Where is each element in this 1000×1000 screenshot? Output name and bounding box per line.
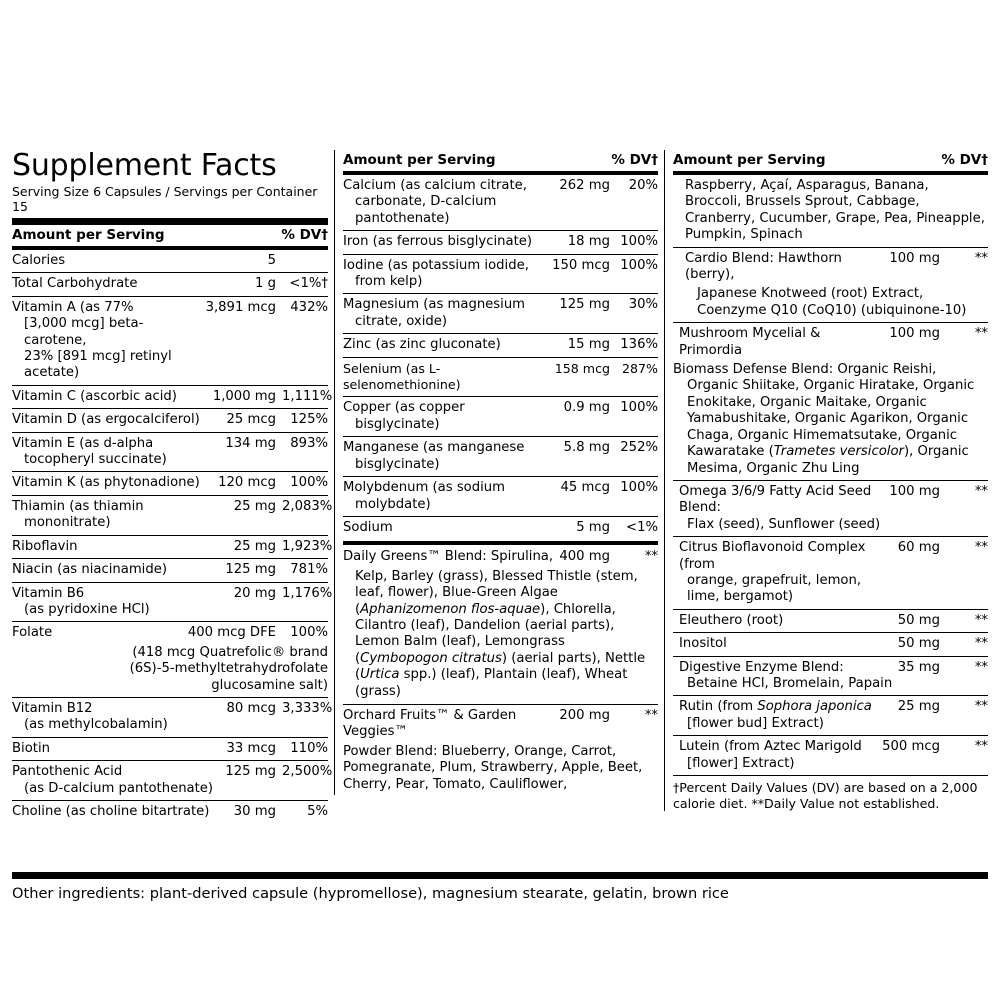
blend-row	[673, 536, 988, 609]
nutrient-name-line: Vitamin B12	[12, 700, 93, 716]
blend-dv: **	[974, 326, 988, 342]
table-row	[343, 436, 658, 476]
blend-amount: 100 mg	[889, 250, 940, 266]
nutrient-amount: 25 mg	[233, 538, 276, 554]
nutrient-amount: 134 mg	[225, 435, 276, 451]
amount-per-serving-label: Amount per Serving	[12, 227, 165, 243]
nutrient-amount: 15 mg	[567, 337, 610, 353]
nutrient-name: Sodium	[343, 519, 393, 535]
nutrient-name	[343, 258, 552, 291]
panel-columns	[12, 150, 988, 823]
blend-name	[673, 699, 898, 732]
nutrient-name: Biotin	[12, 740, 50, 756]
nutrient-name: Vitamin C (ascorbic acid)	[12, 388, 177, 404]
blend-amount: 200 mg	[559, 707, 610, 723]
nutrient-name	[343, 400, 564, 433]
column-middle	[334, 150, 664, 795]
nutrient-amount: 20 mg	[233, 585, 276, 601]
dv-label: % DV†	[611, 152, 658, 168]
nutrient-name: Eleuthero (root)	[679, 612, 784, 628]
blend-body-text: Betaine HCl, Bromelain, Papain	[687, 675, 893, 691]
blend-name-line: Lutein (from Aztec Marigold	[679, 739, 862, 755]
nutrient-name-line: Magnesium (as magnesium	[343, 297, 526, 313]
supplement-facts-panel	[12, 150, 988, 823]
column-header-left	[12, 225, 328, 246]
divider-thick	[12, 218, 328, 225]
nutrient-subline: mononitrate)	[24, 515, 111, 531]
nutrient-name	[343, 440, 564, 473]
nutrient-name	[12, 764, 225, 797]
blend-name	[673, 326, 889, 359]
nutrient-name	[12, 586, 234, 619]
blend-amount: 400 mg	[559, 549, 610, 565]
table-row	[12, 760, 333, 800]
nutrient-name-line: Folate	[12, 625, 53, 641]
nutrient-name	[343, 297, 559, 330]
blend-row	[673, 322, 988, 362]
nutrient-subline: bisglycinate)	[355, 416, 440, 432]
nutrient-dv: 136%	[620, 337, 658, 353]
table-row	[343, 175, 658, 230]
nutrient-amount: 150 mcg	[552, 257, 610, 273]
blend-dv: **	[974, 739, 988, 755]
nutrient-dv: 110%	[290, 740, 328, 756]
table-row	[343, 396, 658, 436]
nutrient-amount: 80 mcg	[226, 700, 276, 716]
blend-body	[343, 744, 658, 795]
blend-amount: 60 mg	[897, 540, 940, 556]
nutrient-dv: 100%	[620, 400, 658, 416]
table-row	[12, 296, 328, 385]
nutrient-name-line: Iodine (as potassium iodide,	[343, 257, 529, 273]
table-row	[12, 558, 328, 581]
blend-dv: **	[644, 707, 658, 723]
table-row	[12, 582, 333, 622]
table-row	[12, 535, 333, 558]
nutrient-dv: 2,083%	[282, 498, 333, 514]
nutrient-name	[12, 625, 188, 641]
nutrient-name	[12, 436, 225, 469]
nutrient-amount: 25 mg	[233, 498, 276, 514]
table-row	[12, 737, 328, 760]
nutrient-dv: 1,176%	[282, 585, 333, 601]
nutrient-name	[12, 499, 234, 532]
blend-amount: 25 mg	[897, 699, 940, 715]
nutrient-dv: 432%	[290, 299, 328, 315]
nutrient-amount: 50 mg	[897, 612, 940, 628]
nutrient-amount: 33 mcg	[226, 740, 276, 756]
table-row	[12, 800, 328, 823]
nutrient-amount: 45 mcg	[560, 480, 610, 496]
blend-body: Kelp, Barley (grass), Blessed Thistle (stem, leaf, flower), Blue-Green Algae (Aphanizomenon flos-aquae), Chlorella, Cilantro (leaf), Dandelion (aerial parts), Lemon Balm (leaf), Lemongrass (Cymbopogon citratus) (aerial parts), Nettle (Urtica spp.) (leaf), Plantain (leaf), Wheat (grass)	[355, 568, 646, 699]
blend-amount: 100 mg	[889, 483, 940, 499]
nutrient-name-line: Vitamin B6	[12, 585, 85, 601]
blend-body	[673, 286, 988, 322]
nutrient-amount: 18 mg	[567, 234, 610, 250]
nutrient-dv: 100%	[620, 257, 658, 273]
column-right	[664, 150, 988, 811]
blend-name-line: Digestive Enzyme Blend:	[679, 659, 844, 675]
nutrient-amount: 0.9 mg	[563, 400, 610, 416]
nutrient-subline: (as methylcobalamin)	[24, 717, 168, 733]
nutrient-dv: 100%	[290, 625, 328, 641]
blend-body-text: [flower bud] Extract)	[687, 715, 824, 731]
nutrient-dv: <1%	[626, 519, 658, 535]
nutrient-subline: from kelp)	[355, 274, 423, 290]
table-row	[343, 230, 658, 253]
nutrient-name-line: Copper (as copper	[343, 400, 465, 416]
nutrient-name	[12, 300, 206, 382]
blend-name	[673, 251, 889, 284]
table-row	[12, 408, 328, 431]
blend-body-text: Powder Blend: Blueberry, Orange, Carrot, Pomegranate, Plum, Strawberry, Apple, Beet, Cherry, Pear, Tomato, Cauliflower,	[343, 743, 643, 792]
nutrient-dv: 252%	[620, 440, 658, 456]
column-left	[12, 150, 334, 823]
nutrient-amount: 50 mg	[897, 636, 940, 652]
blend-dv: **	[974, 540, 988, 556]
nutrient-name-line: Pantothenic Acid	[12, 764, 123, 780]
nutrient-dv: 20%	[628, 178, 658, 193]
blend-row	[673, 695, 988, 735]
nutrient-name: Calories	[12, 253, 66, 268]
nutrient-name: Selenium (as L-selenomethionine)	[343, 360, 461, 393]
nutrient-dv: 5%	[307, 803, 328, 819]
blend-dv: **	[974, 483, 988, 499]
blend-row	[673, 247, 988, 287]
nutrient-name	[343, 178, 559, 227]
folate-detail-line: glucosamine salt)	[211, 677, 328, 693]
nutrient-subline: bisglycinate)	[355, 456, 440, 472]
blend-continuation	[673, 175, 988, 247]
nutrient-name-line: Vitamin E (as d-alpha	[12, 435, 154, 451]
nutrient-subline: 23% [891 mcg] retinyl acetate)	[24, 349, 172, 381]
nutrient-amount: 125 mg	[225, 562, 276, 578]
nutrient-name	[12, 701, 227, 734]
blend-row	[673, 735, 988, 775]
table-row	[673, 609, 988, 632]
nutrient-name-line: Calcium (as calcium citrate,	[343, 178, 527, 193]
nutrient-dv: 287%	[621, 360, 658, 376]
nutrient-amount: 400 mcg DFE	[187, 625, 276, 641]
blend-name	[673, 484, 889, 533]
folate-detail	[12, 645, 328, 697]
table-row	[12, 471, 328, 494]
nutrient-dv: 781%	[290, 562, 328, 578]
table-row	[12, 272, 328, 295]
nutrient-dv: <1%†	[289, 276, 328, 292]
nutrient-dv: 100%	[290, 475, 328, 491]
table-row	[343, 254, 658, 294]
blend-amount: 500 mcg	[882, 739, 940, 755]
blend-name-line: Omega 3/6/9 Fatty Acid Seed Blend:	[679, 483, 872, 516]
nutrient-name-line: Molybdenum (as sodium	[343, 480, 505, 496]
nutrient-name: Riboflavin	[12, 538, 78, 554]
folate-detail-line: (6S)-5-methyltetrahydrofolate	[129, 661, 328, 677]
nutrient-name-line: Vitamin A (as 77%	[12, 299, 134, 315]
blend-name-line: Cardio Blend: Hawthorn (berry),	[685, 250, 842, 283]
nutrient-amount: 125 mg	[225, 764, 276, 780]
nutrient-dv: 1,923%	[282, 538, 333, 554]
serving-size: Serving Size 6 Capsules / Servings per Container 15	[12, 184, 318, 214]
nutrient-name: Vitamin K (as phytonadione)	[12, 475, 200, 491]
blend-row	[343, 704, 658, 744]
nutrient-dv: 100%	[620, 480, 658, 496]
nutrient-name	[343, 480, 561, 513]
blend-dv: **	[974, 250, 988, 266]
column-header-middle	[343, 150, 658, 171]
nutrient-subline: (as D-calcium pantothenate)	[24, 780, 214, 796]
nutrient-subline: carbonate, D-calcium	[355, 194, 497, 210]
nutrient-amount: 262 mg	[559, 178, 610, 193]
blend-name	[673, 739, 882, 772]
blend-row	[343, 545, 658, 568]
blend-name	[673, 660, 898, 693]
blend-amount: 100 mg	[889, 326, 940, 342]
table-row	[343, 476, 658, 516]
blend-name: Orchard Fruits™ & Garden Veggies™	[343, 707, 517, 740]
nutrient-amount: 30 mg	[233, 803, 276, 819]
table-row	[12, 495, 333, 535]
table-row	[343, 357, 658, 397]
blend-dv: **	[974, 699, 988, 715]
nutrient-name: Iron (as ferrous bisglycinate)	[343, 234, 533, 250]
nutrient-name: Zinc (as zinc gluconate)	[343, 337, 501, 353]
blend-row	[673, 480, 988, 536]
blend-body-text: orange, grapefruit, lemon, lime, bergamot)	[687, 572, 862, 605]
blend-body: Biomass Defense Blend: Organic Reishi, Organic Shiitake, Organic Hiratake, Organic Enokitake, Organic Maitake, Organic Yamabushitake, Organic Agarikon, Organic Chaga, Organic Himematsutake, Organic Kawaratake (Trametes versicolor), Organic Mesima, Organic Zhu Ling	[673, 362, 975, 476]
nutrient-amount: 158 mcg	[554, 360, 610, 376]
nutrient-amount: 1 g	[255, 276, 276, 292]
folate-detail-line: (418 mcg Quatrefolic® brand	[132, 644, 328, 660]
table-row	[673, 632, 988, 655]
nutrient-dv: **	[974, 636, 988, 652]
table-row	[343, 333, 658, 356]
table-row	[343, 293, 658, 333]
nutrient-dv: 1,111%	[282, 388, 333, 404]
nutrient-name: Niacin (as niacinamide)	[12, 562, 167, 578]
nutrient-amount: 5.8 mg	[563, 440, 610, 456]
table-row	[12, 697, 333, 737]
dv-label: % DV†	[941, 152, 988, 168]
nutrient-dv: 893%	[290, 435, 328, 451]
blend-amount: 35 mg	[897, 659, 940, 675]
nutrient-amount: 125 mg	[559, 297, 610, 313]
nutrient-amount: 25 mcg	[226, 412, 276, 428]
amount-per-serving-label: Amount per Serving	[673, 152, 826, 168]
dv-label: % DV†	[281, 227, 328, 243]
table-row	[12, 621, 328, 644]
nutrient-subline: [3,000 mcg] beta-carotene,	[24, 316, 144, 348]
blend-body-text: Flax (seed), Sunflower (seed)	[687, 516, 881, 532]
nutrient-amount: 1,000 mg	[212, 388, 276, 404]
blend-row	[673, 656, 988, 696]
other-ingredients: Other ingredients: plant-derived capsule (hypromellose), magnesium stearate, gelatin, brown rice	[12, 872, 988, 903]
nutrient-subline: molybdate)	[355, 496, 431, 512]
nutrient-amount: 5	[267, 253, 276, 268]
blend-body-text: Japanese Knotweed (root) Extract, Coenzyme Q10 (CoQ10) (ubiquinone-10)	[697, 286, 967, 318]
nutrient-dv: **	[974, 612, 988, 628]
nutrient-subline: (as pyridoxine HCl)	[24, 601, 150, 617]
nutrient-amount: 3,891 mcg	[205, 299, 276, 315]
nutrient-name-line: Thiamin (as thiamin	[12, 498, 144, 514]
table-row	[343, 516, 658, 539]
nutrient-name-line: Manganese (as manganese	[343, 440, 525, 456]
column-header-right	[673, 150, 988, 171]
nutrient-subline: citrate, oxide)	[355, 313, 448, 329]
nutrient-dv: 30%	[628, 297, 658, 313]
blend-dv: **	[974, 659, 988, 675]
blend-name: Daily Greens™ Blend: Spirulina,	[343, 549, 554, 565]
nutrient-subline: pantothenate)	[355, 210, 450, 226]
nutrient-name: Total Carbohydrate	[12, 276, 138, 292]
nutrient-amount: 120 mcg	[218, 475, 276, 491]
table-row	[12, 432, 328, 472]
nutrient-dv: 2,500%	[282, 764, 333, 780]
blend-dv: **	[644, 549, 658, 565]
nutrient-dv: 100%	[620, 234, 658, 250]
blend-body-text: [flower] Extract)	[687, 755, 795, 771]
page-title: Supplement Facts	[12, 148, 277, 183]
table-row	[12, 385, 333, 408]
daily-value-footnote: †Percent Daily Values (DV) are based on a 2,000 calorie diet. **Daily Value not established.	[673, 775, 988, 811]
blend-name-line: Citrus Bioflavonoid Complex (from	[679, 540, 866, 572]
nutrient-name: Choline (as choline bitartrate)	[12, 803, 210, 819]
blend-name-line: Rutin (from Sophora japonica	[679, 699, 872, 715]
nutrient-subline: tocopheryl succinate)	[24, 452, 167, 468]
nutrient-name: Vitamin D (as ergocalciferol)	[12, 412, 200, 428]
table-row	[12, 250, 328, 272]
nutrient-name: Inositol	[679, 636, 727, 652]
nutrient-dv: 125%	[290, 412, 328, 428]
nutrient-amount: 5 mg	[576, 519, 610, 535]
blend-continuation-text: Raspberry, Açaí, Asparagus, Banana, Broccoli, Brussels Sprout, Cabbage, Cranberry, Cucumber, Grape, Pea, Pineapple, Pumpkin, Spinach	[685, 178, 985, 243]
blend-name	[673, 540, 898, 606]
amount-per-serving-label: Amount per Serving	[343, 152, 496, 168]
blend-name-line: Mushroom Mycelial & Primordia	[679, 326, 821, 358]
nutrient-dv: 3,333%	[282, 700, 333, 716]
